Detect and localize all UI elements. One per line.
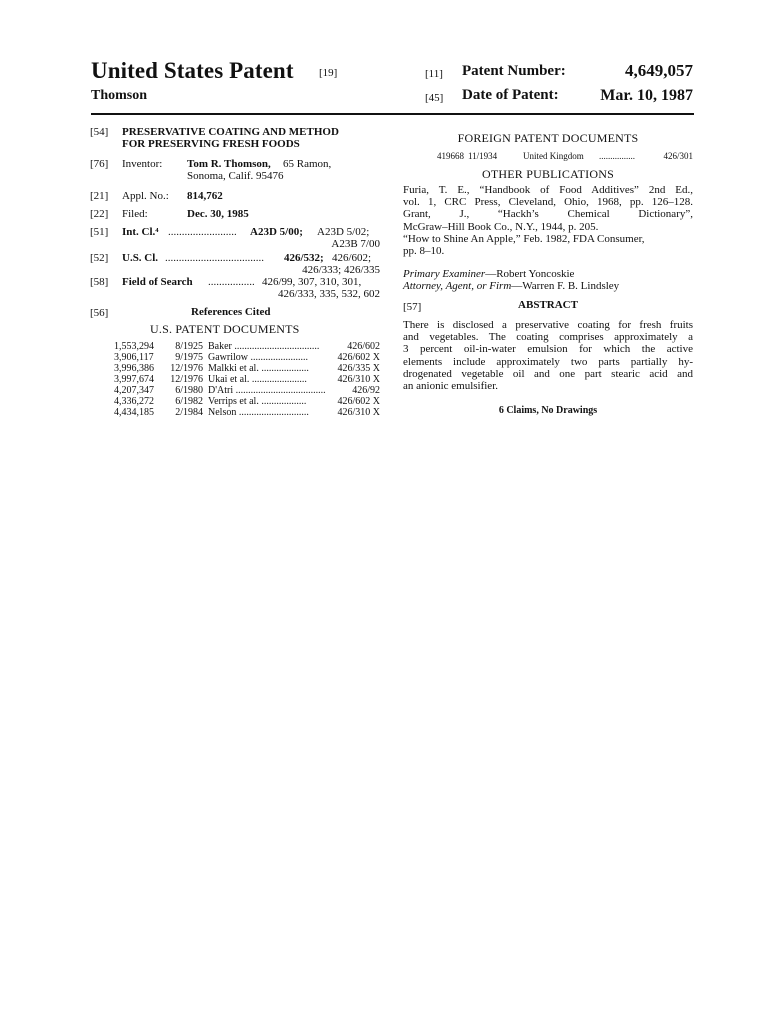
header-inventor-surname: Thomson — [91, 88, 148, 103]
field-code: [22] — [90, 208, 109, 220]
abstract-text — [403, 319, 693, 392]
foreign-patent-documents-title: FOREIGN PATENT DOCUMENTS — [457, 131, 639, 145]
patent-header-code: [19] — [319, 67, 338, 79]
field-value: 426/99, 307, 310, 301, — [262, 276, 362, 288]
field-label: Filed: — [122, 208, 148, 220]
ref-name — [208, 396, 306, 407]
primary-examiner-name: —Robert Yoncoskie — [485, 268, 575, 280]
abstract-line: There is disclosed a preservative coating for fresh fruits — [403, 319, 693, 331]
ref-patent-number: 3,996,386 — [114, 363, 154, 374]
inventor-address-line1: 65 Ramon, — [283, 158, 332, 170]
ref-date: 6/1982 — [175, 396, 203, 407]
abstract-line: elements include approximately two parts partially hy- — [403, 355, 693, 368]
ref-patent-number: 4,207,347 — [114, 385, 154, 396]
publication-line: vol. 1, CRC Press, Cleveland, Ohio, 1968, pp. 126–128. — [403, 196, 693, 209]
header-divider — [91, 113, 694, 115]
leader-dots: ................. — [208, 276, 255, 288]
field-value-bold: A23D 5/00; — [250, 226, 303, 238]
patent-date-value: Mar. 10, 1987 — [600, 87, 693, 104]
foreign-patent-date: 11/1934 — [468, 151, 498, 161]
patent-date-row — [425, 87, 693, 109]
patent-number-code: [11] — [425, 68, 443, 80]
ref-date: 8/1925 — [175, 341, 203, 352]
table-row — [114, 385, 380, 396]
ref-name-text: Baker — [208, 341, 232, 352]
ref-class: 426/92 — [352, 385, 380, 396]
claims-summary: 6 Claims, No Drawings — [498, 405, 598, 416]
ref-patent-number: 4,434,185 — [114, 407, 154, 418]
ref-class: 426/602 — [347, 341, 380, 352]
table-row — [114, 341, 380, 352]
field-value: Dec. 30, 1985 — [187, 208, 249, 220]
abstract-title: ABSTRACT — [518, 299, 578, 311]
ref-class: 426/602 X — [337, 352, 380, 363]
ref-class: 426/335 X — [337, 363, 380, 374]
field-label: Inventor: — [122, 158, 163, 170]
ref-name-text: D'Atri — [208, 385, 234, 396]
ref-name-text: Malkki et al. — [208, 363, 259, 374]
field-code: [56] — [90, 307, 109, 319]
field-label: U.S. Cl. — [122, 252, 159, 264]
table-row — [114, 352, 380, 363]
field-code: [21] — [90, 190, 109, 202]
field-value-line2: 426/333, 335, 532, 602 — [277, 288, 380, 300]
abstract-line: 3 percent oil-in-water emulsion for which the active — [403, 343, 693, 356]
attorney — [403, 280, 619, 292]
ref-patent-number: 1,553,294 — [114, 341, 154, 352]
ref-name — [208, 341, 319, 352]
ref-name-text: Verrips et al. — [208, 396, 259, 407]
ref-class: 426/602 X — [337, 396, 380, 407]
field-code: [52] — [90, 252, 109, 264]
leader-dots: ...................... — [251, 374, 307, 385]
patent-date-label: Date of Patent: — [462, 87, 559, 103]
patent-header-title: United States Patent — [91, 58, 294, 83]
field-code: [76] — [90, 158, 109, 170]
patent-date-code: [45] — [425, 92, 444, 104]
leader-dots: ................ — [599, 151, 635, 161]
leader-dots: .................................... — [165, 252, 264, 264]
field-code: [54] — [90, 126, 109, 138]
ref-name — [208, 407, 309, 418]
ref-date: 6/1980 — [175, 385, 203, 396]
field-value: A23D 5/02; — [317, 226, 370, 238]
leader-dots: ......................... — [168, 226, 237, 238]
field-inventor — [90, 158, 390, 184]
ref-date: 12/1976 — [170, 363, 203, 374]
field-int-cl — [90, 226, 380, 250]
references-cited-title: References Cited — [191, 306, 271, 318]
ref-name — [208, 385, 326, 396]
field-us-cl — [90, 252, 380, 276]
us-patent-list — [114, 341, 380, 418]
leader-dots: ................... — [261, 363, 309, 374]
abstract-line: an anionic emulsifier. — [403, 380, 498, 393]
leader-dots: ....................... — [250, 352, 308, 363]
ref-name — [208, 352, 308, 363]
field-value-bold: 426/532; — [284, 252, 324, 264]
foreign-patent-country: United Kingdom — [523, 151, 584, 161]
ref-date: 9/1975 — [175, 352, 203, 363]
table-row — [114, 396, 380, 407]
ref-patent-number: 3,906,117 — [114, 352, 154, 363]
us-patent-documents-title: U.S. PATENT DOCUMENTS — [150, 322, 300, 336]
field-value: 426/602; — [332, 252, 372, 264]
field-code: [58] — [90, 276, 109, 288]
patent-number-label: Patent Number: — [462, 63, 566, 79]
field-filed — [90, 208, 390, 220]
foreign-patent-class: 426/301 — [663, 151, 693, 161]
publication-line: “How to Shine An Apple,” Feb. 1982, FDA Consumer, — [403, 232, 645, 245]
ref-name — [208, 374, 307, 385]
field-label: Appl. No.: — [122, 190, 169, 202]
ref-name-text: Nelson — [208, 407, 237, 418]
publication-line: Grant, J., “Hackh’s Chemical Dictionary”, — [403, 208, 693, 221]
foreign-patent-number: 419668 — [437, 151, 464, 161]
field-code: [51] — [90, 226, 109, 238]
attorney-name: —Warren F. B. Lindsley — [511, 280, 620, 292]
patent-number-row — [425, 63, 693, 85]
ref-date: 12/1976 — [170, 374, 203, 385]
abstract-line: drogenated vegetable oil and one part stearic acid and — [403, 367, 693, 380]
leader-dots: .................................. — [234, 341, 320, 352]
leader-dots: ............................ — [238, 407, 309, 418]
publication-line: McGraw–Hill Book Co., N.Y., 1944, p. 205. — [403, 220, 599, 233]
ref-patent-number: 4,336,272 — [114, 396, 154, 407]
other-publications-title: OTHER PUBLICATIONS — [482, 167, 614, 181]
abstract-code: [57] — [403, 301, 422, 313]
invention-title-line1: PRESERVATIVE COATING AND METHOD — [122, 126, 339, 138]
field-value-line2: A23B 7/00 — [331, 238, 380, 250]
ref-class: 426/310 X — [337, 407, 380, 418]
field-application-number — [90, 190, 390, 202]
table-row — [114, 363, 380, 374]
publication-line: pp. 8–10. — [403, 245, 445, 258]
ref-name — [208, 363, 309, 374]
ref-class: 426/310 X — [337, 374, 380, 385]
ref-date: 2/1984 — [175, 407, 203, 418]
field-value-line2: 426/333; 426/335 — [302, 264, 380, 276]
other-publications — [403, 184, 693, 257]
leader-dots: .................................... — [235, 385, 326, 396]
primary-examiner-label: Primary Examiner — [403, 268, 486, 280]
leader-dots: .................. — [261, 396, 307, 407]
field-value: 814,762 — [187, 190, 223, 202]
ref-patent-number: 3,997,674 — [114, 374, 154, 385]
invention-title-line2: FOR PRESERVING FRESH FOODS — [122, 138, 300, 150]
table-row — [114, 407, 380, 418]
patent-number-value: 4,649,057 — [625, 61, 693, 80]
attorney-label: Attorney, Agent, or Firm — [403, 280, 512, 292]
field-label: Field of Search — [122, 276, 193, 288]
inventor-name: Tom R. Thomson, — [187, 158, 271, 170]
field-label: Int. Cl.⁴ — [122, 226, 159, 238]
abstract-line: and vegetables. The coating comprises approximately a — [403, 331, 693, 344]
inventor-address-line2: Sonoma, Calif. 95476 — [187, 170, 284, 182]
ref-name-text: Gawrilow — [208, 352, 248, 363]
primary-examiner — [403, 268, 574, 280]
field-of-search — [90, 276, 380, 300]
table-row — [114, 374, 380, 385]
publication-line: Furia, T. E., “Handbook of Food Additives” 2nd Ed., — [403, 184, 693, 196]
ref-name-text: Ukai et al. — [208, 374, 250, 385]
